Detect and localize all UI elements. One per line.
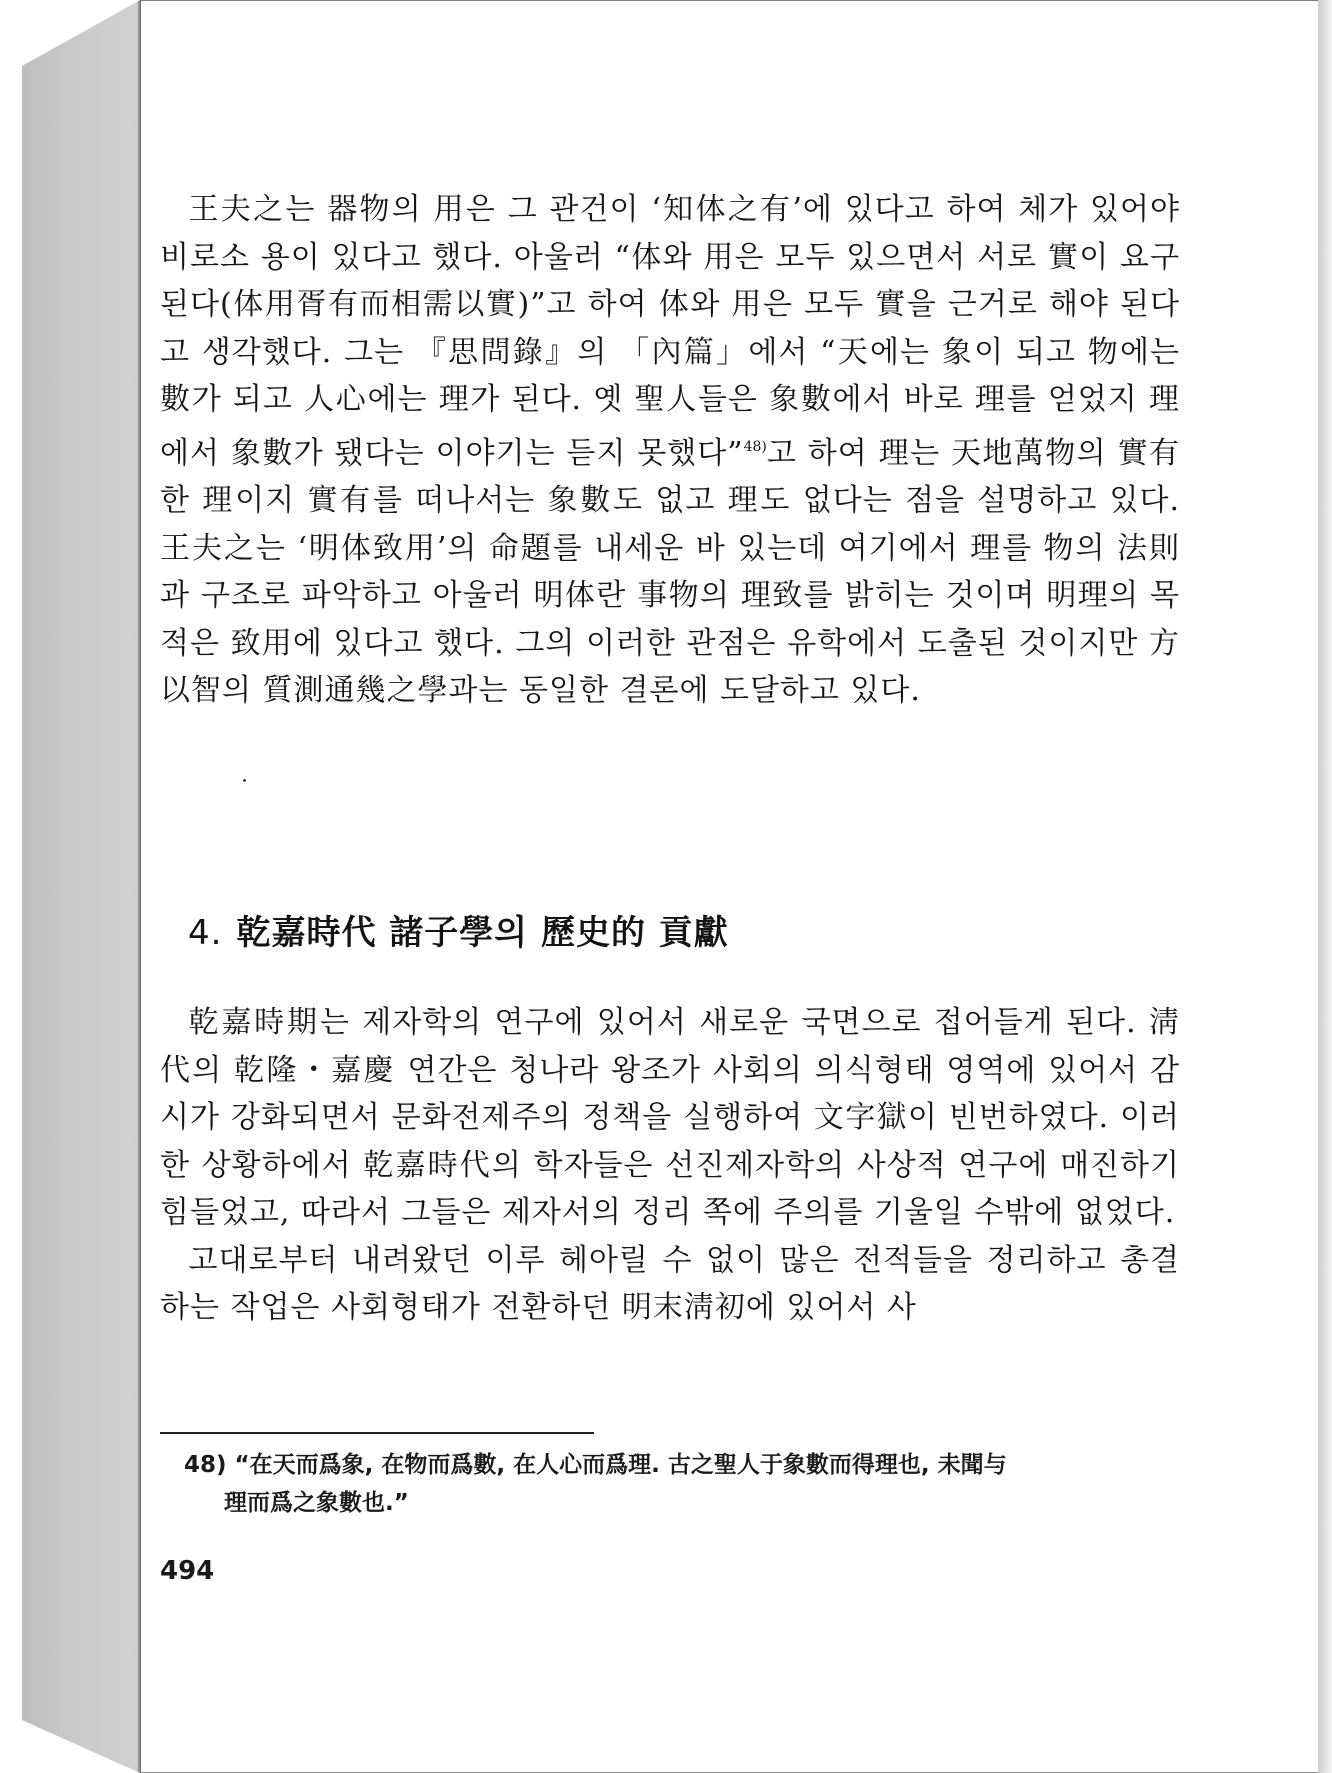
book-spine: [22, 0, 140, 1773]
footnote-divider: [160, 1432, 594, 1434]
body-text: [160, 186, 1180, 715]
section-title: 乾嘉時代 諸子學의 歷史的 貢獻: [236, 913, 729, 953]
paragraph-qianjia: 乾嘉時期는 제자학의 연구에 있어서 새로운 국면으로 접어들게 된다. 淸代의 乾隆・嘉慶 연간은 청나라 왕조가 사회의 의식형태 영역에 있어서 감시가 강화되면서 문화전제주의 정책을 실행하여 文字獄이 빈번하였다. 이러한 상황하에서 乾嘉時代의 학자들은 선진제자학의 사상적 연구에 매진하기 힘들었고, 따라서 그들은 제자서의 정리 쪽에 주의를 기울일 수밖에 없었다.: [160, 1005, 1180, 1230]
footnote-text-continued: 理而爲之象數也.”: [224, 1490, 409, 1516]
footnote: [184, 1446, 1180, 1522]
footnote-text: “在天而爲象, 在物而爲數, 在人心而爲理. 古之聖人于象數而得理也, 未聞与: [234, 1452, 1007, 1478]
section-body: [160, 999, 1180, 1332]
paragraph-text-continued: 고 하여 理는 天地萬物의 實有한 理이지 實有를 떠나서는 象數도 없고 理도 없다는 점을 설명하고 있다. 王夫之는 ‘明体致用’의 命題를 내세운 바 있는데 여기에서 理를 物의 法則과 구조로 파악하고 아울러 明体란 事物의 理致를 밝히는 것이며 明理의 목적은 致用에 있다고 했다. 그의 이러한 관점은 유학에서 도출된 것이지만 方以智의 質測通幾之學과는 동일한 결론에 도달하고 있다.: [160, 435, 1181, 708]
footnote-number: 48): [184, 1452, 227, 1478]
paragraph-text: 王夫之는 器物의 用은 그 관건이 ‘知体之有’에 있다고 하여 체가 있어야 비로소 용이 있다고 했다. 아울러 “体와 用은 모두 있으면서 서로 實이 요구된다(体用胥有而相需以實)”고 하여 体와 用은 모두 實을 근거로 해야 된다고 생각했다. 그는 『思問錄』의 「內篇」에서 “天에는 象이 되고 物에는 數가 되고 人心에는 理가 된다. 옛 聖人들은 象數에서 바로 理를 얻었지 理에서 象數가 됐다는 이야기는 듣지 못했다”: [160, 192, 1180, 471]
scan-speck: [243, 779, 246, 782]
paragraph-wang-fuzhi: [160, 186, 1180, 715]
section-heading: [188, 905, 729, 954]
page-number: 494: [160, 1556, 215, 1586]
footnote-reference: 48): [743, 438, 767, 455]
section-number: 4.: [188, 913, 223, 953]
paragraph-classics: 고대로부터 내려왔던 이루 헤아릴 수 없이 많은 전적들을 정리하고 총결하는 작업은 사회형태가 전환하던 明末淸初에 있어서 사: [160, 1242, 1180, 1325]
page-edge-shadow: [1318, 0, 1332, 1773]
